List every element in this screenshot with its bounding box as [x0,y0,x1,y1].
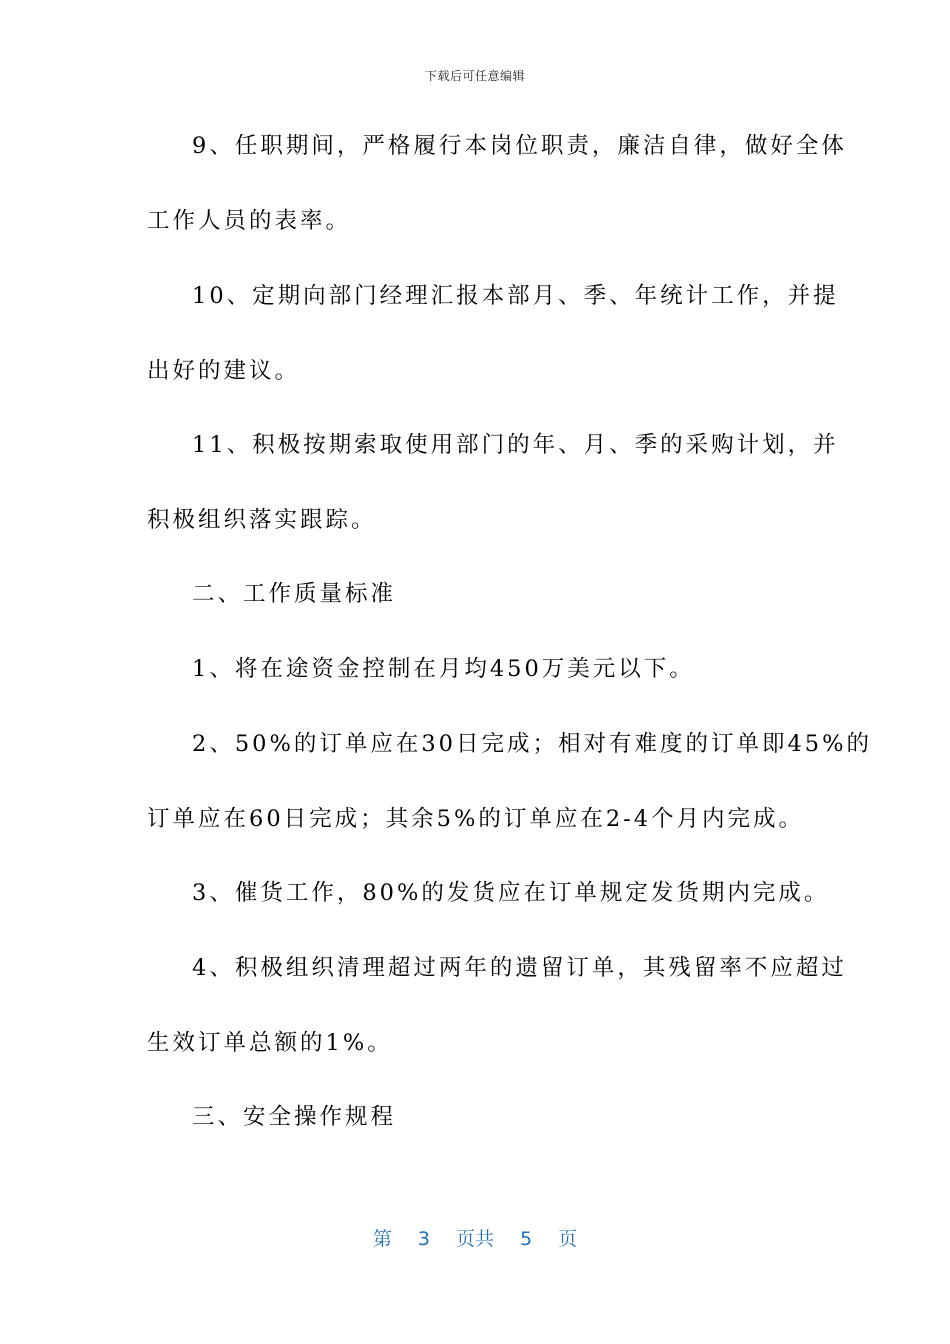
total-pages-number: 5 [520,1228,533,1250]
header-note: 下载后可任意编辑 [424,69,525,83]
section-heading: 三、安全操作规程 [192,1104,397,1130]
current-page-number: 3 [417,1228,430,1250]
paragraph-line: 10、定期向部门经理汇报本部月、季、年统计工作，并提 [192,283,839,309]
paragraph-line: 1、将在途资金控制在月均450万美元以下。 [192,656,695,682]
paragraph-line: 3、催货工作，80%的发货应在订单规定发货期内完成。 [192,880,830,906]
paragraph-line: 订单应在60日完成；其余5%的订单应在2-4个月内完成。 [147,806,805,832]
paragraph-line: 生效订单总额的1%。 [147,1030,393,1056]
paragraph-line: 积极组织落实跟踪。 [147,507,377,533]
paragraph-line: 2、50%的订单应在30日完成；相对有难度的订单即45%的 [192,731,872,757]
section-heading: 二、工作质量标准 [192,581,397,607]
paragraph-line: 11、积极按期索取使用部门的年、月、季的采购计划，并 [192,432,839,458]
paragraph-line: 出好的建议。 [147,358,301,384]
footer-prefix: 第 [372,1228,392,1250]
paragraph-line: 9、任职期间，严格履行本岗位职责，廉洁自律，做好全体 [192,133,847,159]
footer-middle: 页共 [455,1228,494,1250]
paragraph-line: 4、积极组织清理超过两年的遗留订单，其残留率不应超过 [192,955,847,981]
paragraph-line: 工作人员的表率。 [147,208,352,234]
footer-suffix: 页 [558,1228,578,1250]
page-footer [0,1224,950,1251]
